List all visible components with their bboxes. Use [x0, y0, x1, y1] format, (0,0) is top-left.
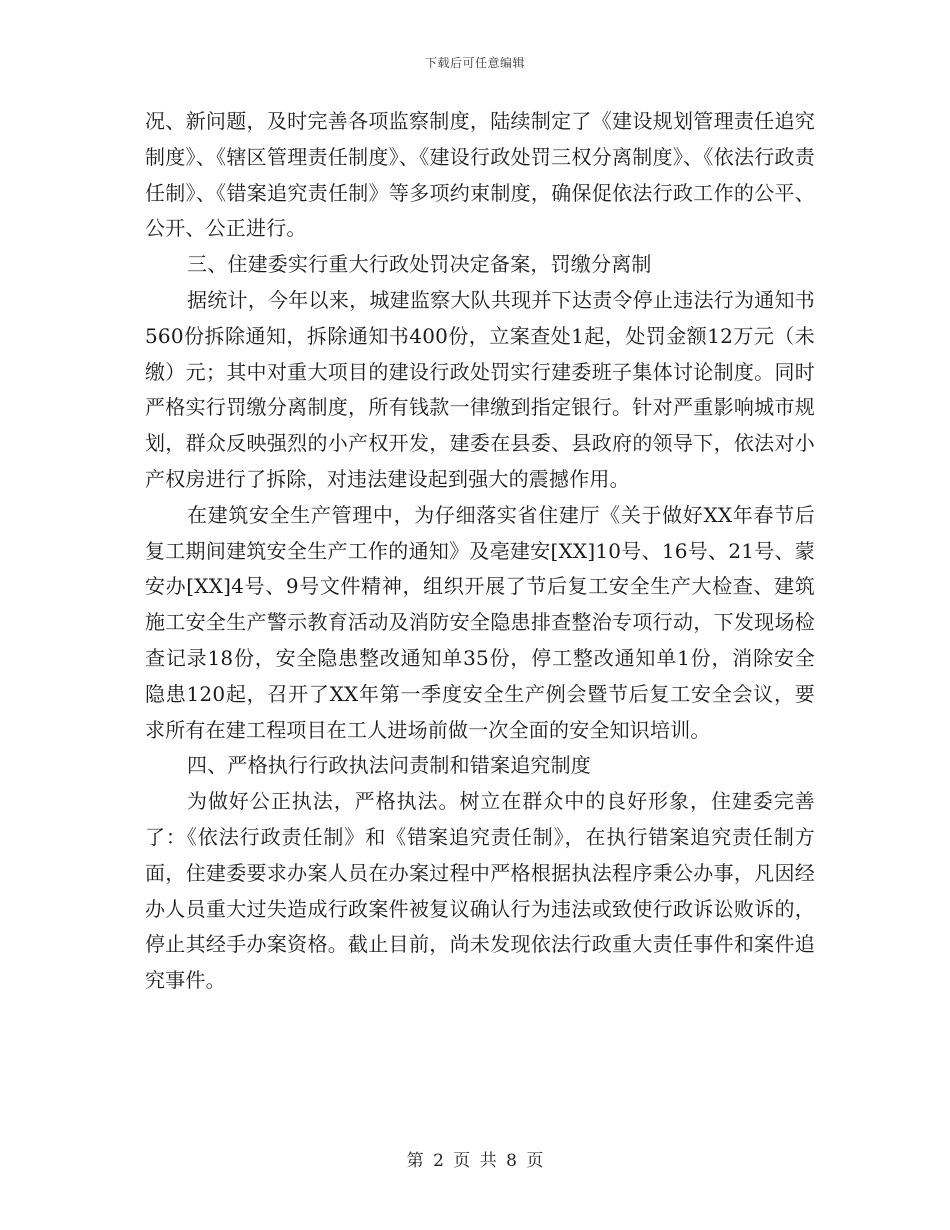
paragraph-accountability: 为做好公正执法，严格执法。树立在群众中的良好形象，住建委完善了：《依法行政责任制》和《错案追究责任制》，在执行错案追究责任制方面，住建委要求办案人员在办案过程中严格根据执法程序秉公办事，凡因经办人员重大过失造成行政案件被复议确认行为违法或致使行政诉讼败诉的，停止其经手办案资格。截止目前，尚未发现依法行政重大责任事件和案件追究事件。 — [145, 789, 815, 993]
document-body — [145, 104, 815, 999]
paragraph-1: 况、新问题，及时完善各项监察制度，陆续制定了《建设规划管理责任追究制度》、《辖区管理责任制度》、《建设行政处罚三权分离制度》、《依法行政责任制》、《错案追究责任制》等多项约束制度，确保促依法行政工作的公平、公开、公正进行。 — [145, 109, 815, 241]
section-heading-3: 三、住建委实行重大行政处罚决定备案，罚缴分离制 — [187, 252, 652, 277]
section-heading-4: 四、严格执行行政执法问责制和错案追究制度 — [187, 753, 591, 778]
paragraph-safety-management: 在建筑安全生产管理中，为仔细落实省住建厅《关于做好XX年春节后复工期间建筑安全生产工作的通知》及亳建安[XX]10号、16号、21号、蒙安办[XX]4号、9号文件精神，组织开展了节后复工安全生产大检查、建筑施工安全生产警示教育活动及消防安全隐患排查整治专项行动，下发现场检查记录18份，安全隐患整改通知单35份，停工整改通知单1份，消除安全隐患120起，召开了XX年第一季度安全生产例会暨节后复工安全会议，要求所有在建工程项目在工人进场前做一次全面的安全知识培训。 — [145, 502, 815, 742]
paragraph-statistics: 据统计，今年以来，城建监察大队共现并下达责令停止违法行为通知书560份拆除通知，拆除通知书400份，立案查处1起，处罚金额12万元（未缴）元；其中对重大项目的建设行政处罚实行建委班子集体讨论制度。同时严格实行罚缴分离制度，所有钱款一律缴到指定银行。针对严重影响城市规划，群众反映强烈的小产权开发，建委在县委、县政府的领导下，依法对小产权房进行了拆除，对违法建设起到强大的震撼作用。 — [145, 287, 815, 491]
page-header: 下载后可任意编辑 — [424, 56, 525, 70]
page-number: 第 2 页 共 8 页 — [406, 1151, 544, 1171]
